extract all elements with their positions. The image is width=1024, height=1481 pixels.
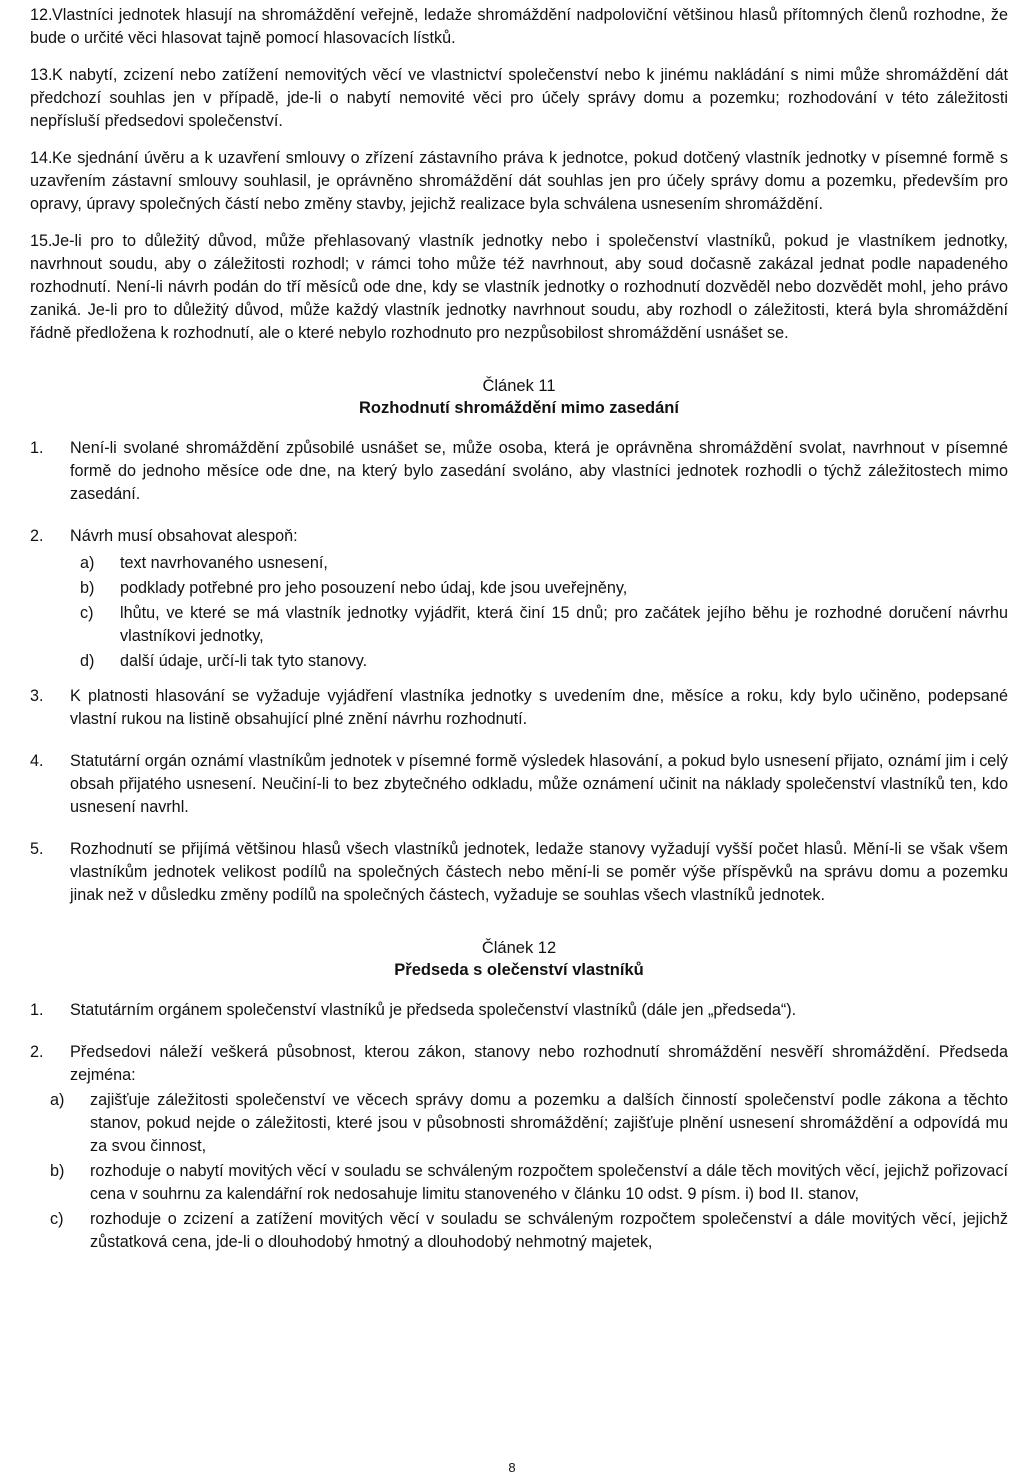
item-number: 1.	[30, 1001, 44, 1019]
sub-text: další údaje, určí-li tak tyto stanovy.	[120, 652, 368, 670]
item-text: Rozhodnutí se přijímá většinou hlasů všech vlastníků jednotek, ledaže stanovy vyžadují vyšší počet hlasů. Mění-li se však všem vlastníkům jednotek velikost podílů na společných částech nebo mění-li se poměr výše příspěvků na správu domu a pozemku jinak než v důsledku změny podílů na společných částech, vyžaduje se souhlas všech vlastníků jednotek.	[70, 840, 1008, 904]
sub-item	[70, 650, 1008, 673]
sub-letter: a)	[50, 1091, 65, 1109]
article-11-header	[30, 375, 1008, 419]
list-item	[30, 999, 1008, 1022]
article-11-body	[30, 437, 1008, 907]
sub-letter: c)	[80, 604, 94, 622]
sub-text: podklady potřebné pro jeho posouzení nebo údaj, kde jsou uveřejněny,	[120, 579, 628, 597]
paragraph-text: Vlastníci jednotek hlasují na shromáždění veřejně, ledaže shromáždění nadpoloviční většinou hlasů přítomných členů rozhodne, že bude o určité věci hlasovat tajně pomocí hlasovacích lístků.	[30, 6, 1008, 47]
item-text: Není-li svolané shromáždění způsobilé usnášet se, může osoba, která je oprávněna shromáždění svolat, navrhnout v písemné formě do jednoho měsíce ode dne, na který bylo zasedání svoláno, aby vlastníci jednotek rozhodli o týchž záležitostech mimo zasedání.	[70, 439, 1008, 503]
page-number: 8	[508, 1460, 516, 1475]
item-number: 2.	[30, 1043, 44, 1061]
sub-item	[40, 1160, 1008, 1206]
paragraph-text: K nabytí, zcizení nebo zatížení nemovitých věcí ve vlastnictví společenství nebo k jinému nakládání s nimi může shromáždění dát předchozí souhlas jen v případě, jde-li o nabytí nemovité věci pro účely správy domu a pozemku; rozhodování v této záležitosti nepřísluší předsedovi společenství.	[30, 66, 1008, 130]
sub-text: text navrhovaného usnesení,	[120, 554, 328, 572]
item-number: 1.	[30, 439, 44, 457]
paragraph-12	[30, 4, 1008, 50]
paragraph-number: 15.	[30, 232, 53, 250]
article-12-body	[30, 999, 1008, 1254]
paragraph-15	[30, 230, 1008, 345]
paragraph-number: 12.	[30, 6, 53, 24]
sub-letter: b)	[50, 1162, 65, 1180]
paragraph-number: 14.	[30, 149, 53, 167]
article-title: Rozhodnutí shromáždění mimo zasedání	[359, 399, 679, 417]
list-item	[30, 437, 1008, 506]
sub-letter: b)	[80, 579, 95, 597]
sub-item	[40, 1208, 1008, 1254]
list-item	[30, 1041, 1008, 1087]
sub-text: rozhoduje o nabytí movitých věcí v souladu se schváleným rozpočtem společenství a dále těch movitých věcí, jejichž pořizovací cena v souhrnu za kalendářní rok nedosahuje limitu stanoveného v článku 10 odst. 9 písm. i) bod II. stanov,	[90, 1162, 1008, 1203]
item-number: 3.	[30, 687, 44, 705]
paragraph-13	[30, 64, 1008, 133]
paragraph-text: Je-li pro to důležitý důvod, může přehlasovaný vlastník jednotky nebo i společenství vlastníků, pokud je vlastníkem jednotky, navrhnout soudu, aby o záležitosti rozhodl; v rámci toho může též navrhnout, aby soud dočasně zakázal jednat podle napadeného rozhodnutí. Není-li návrh podán do tří měsíců ode dne, kdy se vlastník jednotky o rozhodnutí dozvěděl nebo dozvědět mohl, jeho právo zaniká. Je-li pro to důležitý důvod, může každý vlastník jednotky navrhnout soudu, aby rozhodl o záležitosti, která byla shromáždění řádně předložena k rozhodnutí, ale o které nebylo rozhodnuto pro nezpůsobilost shromáždění usnášet se.	[30, 232, 1008, 342]
item-number: 2.	[30, 527, 44, 545]
item-text: K platnosti hlasování se vyžaduje vyjádření vlastníka jednotky s uvedením dne, měsíce a roku, kdy bylo učiněno, podepsané vlastní rukou na listině obsahující plné znění návrhu rozhodnutí.	[70, 687, 1008, 728]
list-item	[30, 525, 1008, 548]
sub-letter: a)	[80, 554, 95, 572]
sub-item	[70, 552, 1008, 575]
sub-list	[70, 552, 1008, 673]
article-title: Předseda s olečenství vlastníků	[394, 961, 644, 979]
item-text: Návrh musí obsahovat alespoň:	[70, 527, 298, 545]
sub-item	[40, 1089, 1008, 1158]
item-text: Předsedovi náleží veškerá působnost, kterou zákon, stanovy nebo rozhodnutí shromáždění nesvěří shromáždění. Předseda zejména:	[70, 1043, 1008, 1084]
sub-letter: d)	[80, 652, 95, 670]
sub-text: zajišťuje záležitosti společenství ve věcech správy domu a pozemku a dalších činností společenství podle zákona a těchto stanov, pokud nejde o záležitosti, které jsou v působnosti shromáždění; zajišťuje plnění usnesení shromáždění a odpovídá mu za svou činnost,	[90, 1091, 1008, 1155]
sub-text: rozhoduje o zcizení a zatížení movitých věcí v souladu se schváleným rozpočtem společenství a dále movitých věcí, jejichž zůstatková cena, jde-li o dlouhodobý hmotný a dlouhodobý nehmotný majetek,	[90, 1210, 1008, 1251]
article-heading: Článek 11	[482, 377, 556, 395]
list-item	[30, 685, 1008, 731]
article-heading: Článek 12	[481, 939, 557, 957]
sub-list	[40, 1089, 1008, 1254]
item-number: 4.	[30, 752, 44, 770]
item-text: Statutárním orgánem společenství vlastníků je předseda společenství vlastníků (dále jen „předseda“).	[70, 1001, 797, 1019]
paragraph-text: Ke sjednání úvěru a k uzavření smlouvy o zřízení zástavního práva k jednotce, pokud dotčený vlastník jednotky v písemné formě s uzavřením zástavní smlouvy souhlasil, je oprávněno shromáždění dát souhlas jen pro účely správy domu a pozemku, především pro opravy, úpravy společných částí nebo změny stavby, jejichž realizace byla schválena usnesením shromáždění.	[30, 149, 1008, 213]
article-12-header	[30, 937, 1008, 981]
sub-item	[70, 577, 1008, 600]
paragraph-14	[30, 147, 1008, 216]
intro-paragraphs	[30, 4, 1008, 345]
sub-letter: c)	[50, 1210, 64, 1228]
sub-item	[70, 602, 1008, 648]
list-item	[30, 750, 1008, 819]
item-number: 5.	[30, 840, 44, 858]
list-item	[30, 838, 1008, 907]
sub-text: lhůtu, ve které se má vlastník jednotky vyjádřit, která činí 15 dnů; pro začátek jejího běhu je rozhodné doručení návrhu vlastníkovi jednotky,	[120, 604, 1008, 645]
item-text: Statutární orgán oznámí vlastníkům jednotek v písemné formě výsledek hlasování, a pokud bylo usnesení přijato, oznámí jim i celý obsah přijatého usnesení. Neučiní-li to bez zbytečného odkladu, může oznámení učinit na náklady společenství vlastníků ten, kdo usnesení navrhl.	[70, 752, 1008, 816]
paragraph-number: 13.	[30, 66, 53, 84]
